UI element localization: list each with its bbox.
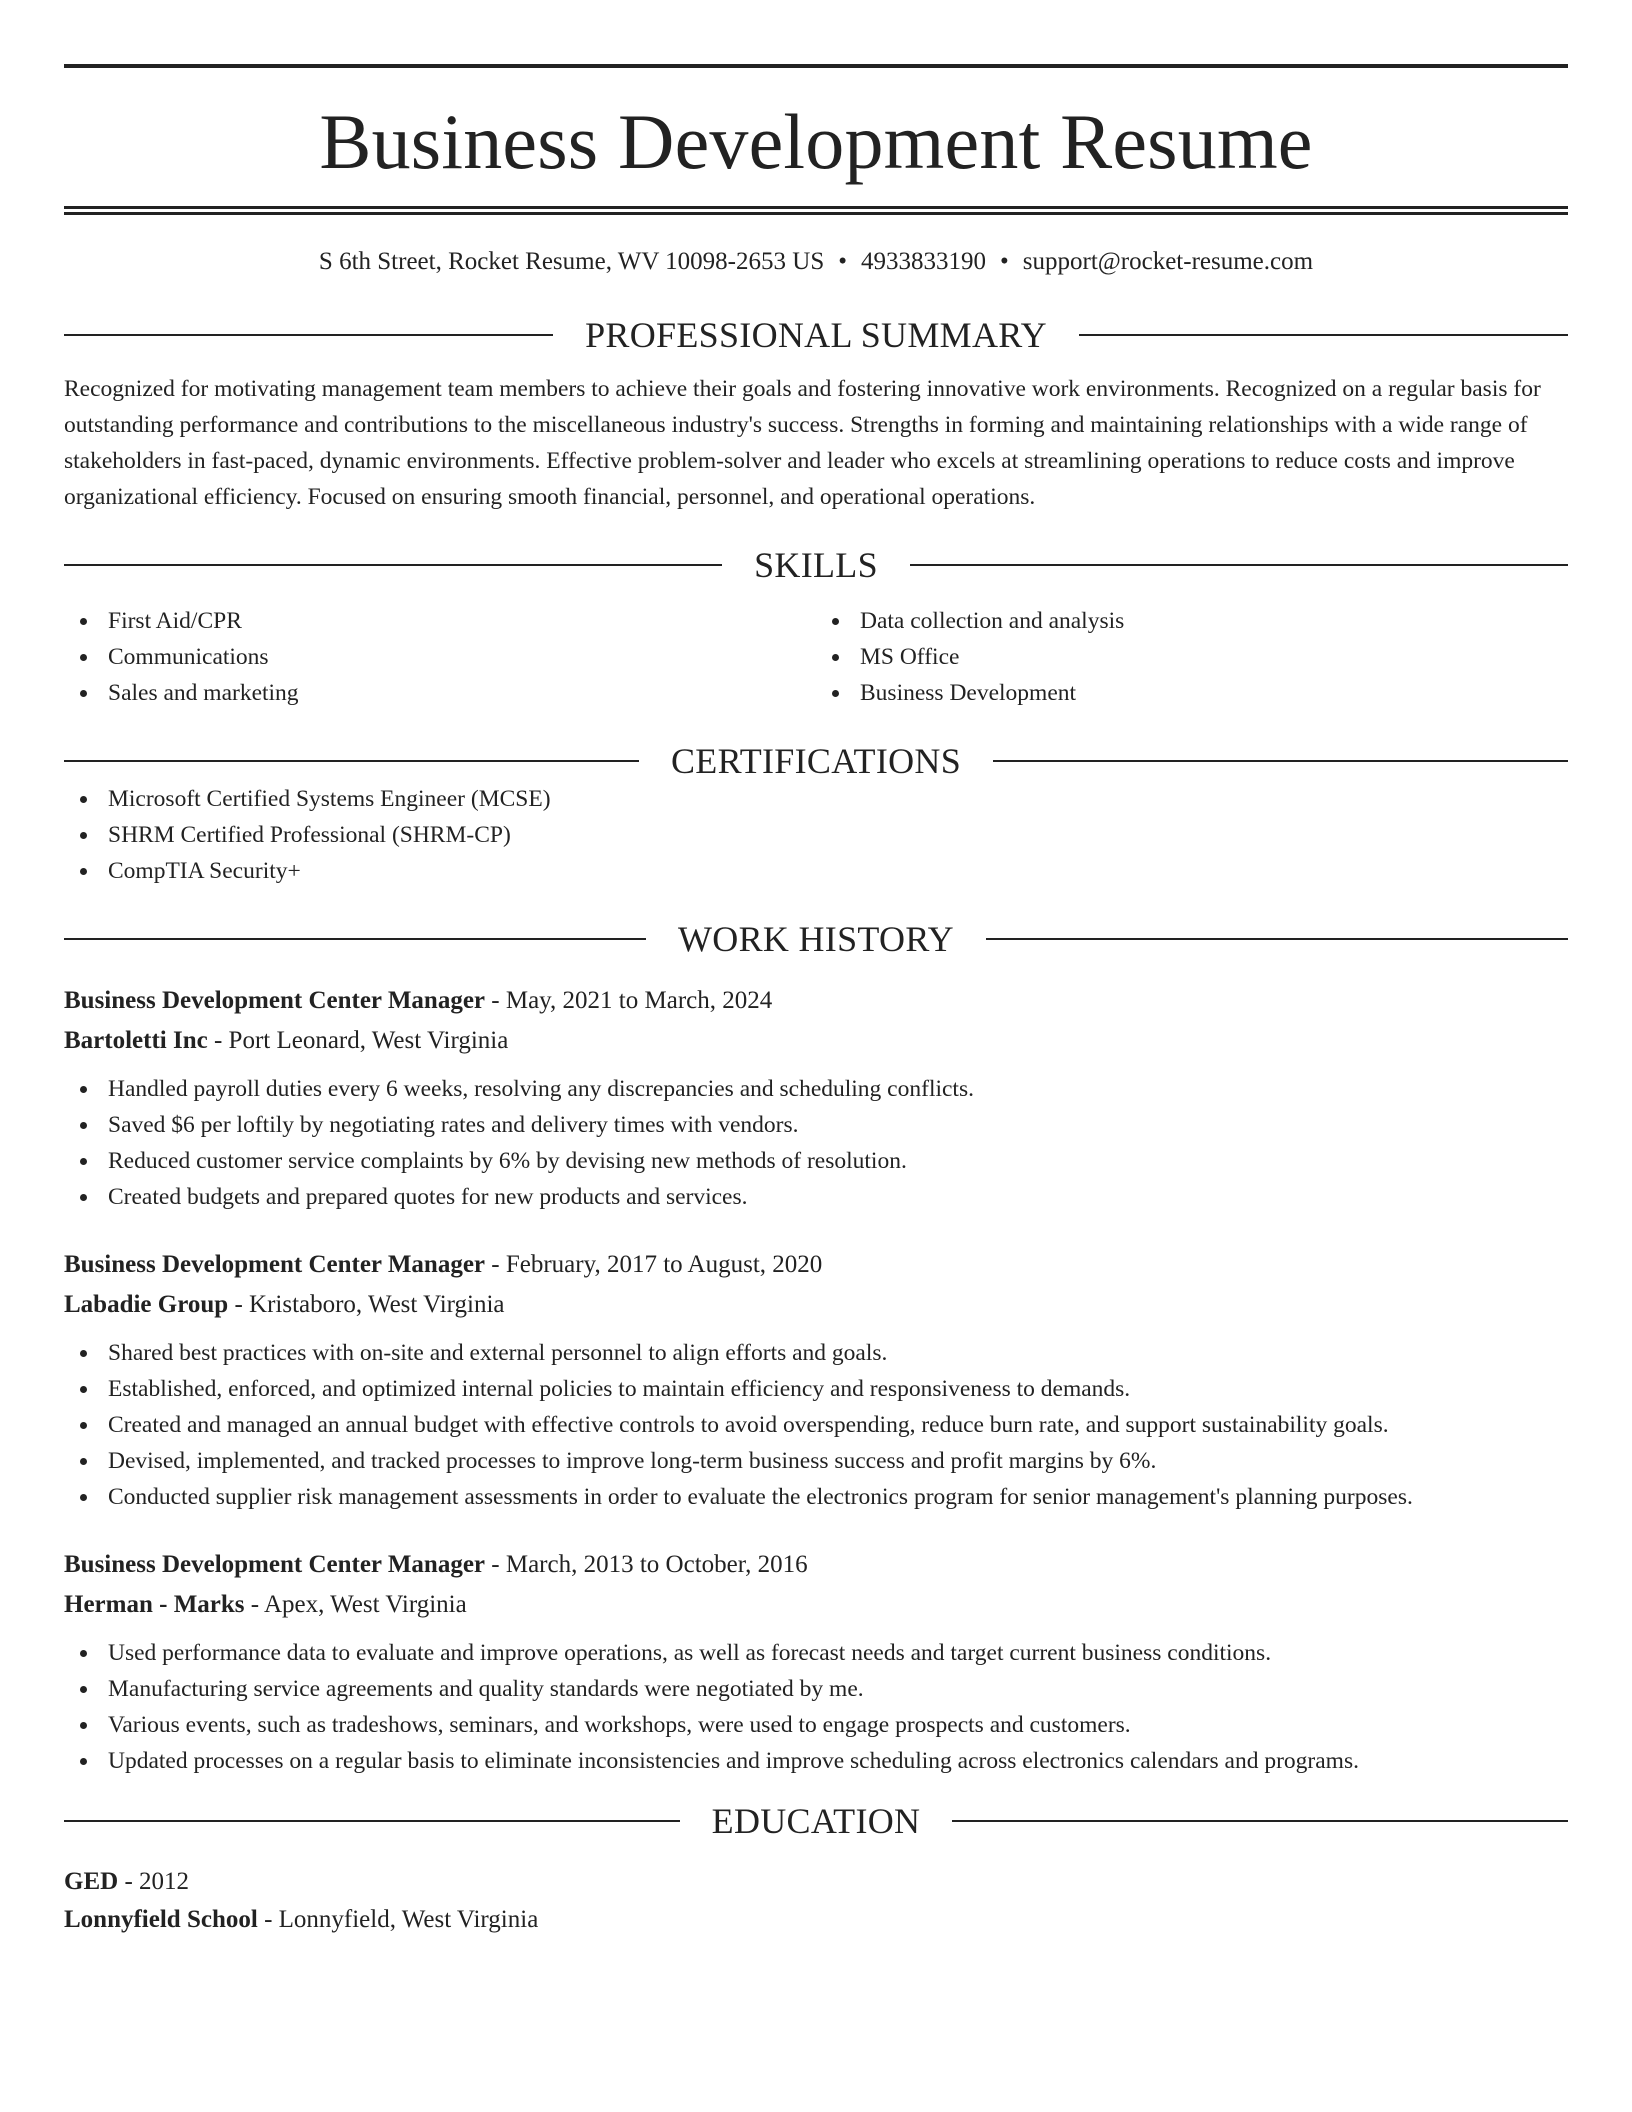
contact-address: S 6th Street, Rocket Resume, WV 10098-2653 US bbox=[318, 248, 825, 275]
certifications-list bbox=[64, 781, 1568, 889]
job-dates: - March, 2013 to October, 2016 bbox=[485, 1551, 808, 1578]
job-duty-item: Saved $6 per loftily by negotiating rates and delivery times with vendors. bbox=[64, 1107, 1568, 1143]
contact-email: support@rocket-resume.com bbox=[1022, 248, 1314, 275]
heading-rule bbox=[64, 334, 553, 336]
job-company: Bartoletti Inc bbox=[64, 1027, 208, 1054]
section-heading-skills bbox=[64, 545, 1568, 585]
section-title: WORK HISTORY bbox=[678, 919, 954, 959]
heading-rule bbox=[910, 564, 1568, 566]
skill-item: Communications bbox=[64, 639, 816, 675]
certification-item: CompTIA Security+ bbox=[64, 853, 1568, 889]
job-duty-item: Created budgets and prepared quotes for new products and services. bbox=[64, 1179, 1568, 1215]
job-duty-item: Conducted supplier risk management assessments in order to evaluate the electronics program for senior management's planning purposes. bbox=[64, 1479, 1568, 1515]
job-duties bbox=[64, 1335, 1568, 1515]
job-entry bbox=[64, 1245, 1568, 1515]
heading-rule bbox=[64, 760, 639, 762]
job-location: - Port Leonard, West Virginia bbox=[207, 1027, 509, 1054]
heading-rule bbox=[952, 1820, 1568, 1822]
contact-line bbox=[64, 247, 1568, 277]
section-title: EDUCATION bbox=[711, 1801, 921, 1841]
job-duty-item: Created and managed an annual budget with effective controls to avoid overspending, reduce burn rate, and support sustainability goals. bbox=[64, 1407, 1568, 1443]
job-title: Business Development Center Manager bbox=[64, 1251, 486, 1278]
professional-summary: Recognized for motivating management team members to achieve their goals and fostering innovative work environments. Recognized on a regular basis for outstanding performance and contributions to the miscellaneous industry's success. Strengths in forming and maintaining relationships with a wide range of stakeholders in fast-paced, dynamic environments. Effective problem-solver and leader who excels at streamlining operations to reduce costs and improve organizational efficiency. Focused on ensuring smooth financial, personnel, and operational operations. bbox=[64, 376, 1541, 510]
education-year: - 2012 bbox=[118, 1868, 190, 1895]
job-location: - Apex, West Virginia bbox=[244, 1591, 467, 1618]
section-title: SKILLS bbox=[754, 545, 878, 585]
job-entry bbox=[64, 1545, 1568, 1779]
job-duty-item: Used performance data to evaluate and improve operations, as well as forecast needs and target current business conditions. bbox=[64, 1635, 1568, 1671]
education-school: Lonnyfield School bbox=[64, 1906, 258, 1933]
job-duty-item: Reduced customer service complaints by 6% by devising new methods of resolution. bbox=[64, 1143, 1568, 1179]
education-degree: GED bbox=[64, 1868, 119, 1895]
job-company: Herman - Marks bbox=[64, 1591, 245, 1618]
job-location: - Kristaboro, West Virginia bbox=[228, 1291, 505, 1318]
skills-column-right bbox=[816, 603, 1568, 711]
education-degree-line bbox=[64, 1863, 1568, 1901]
job-duties bbox=[64, 1635, 1568, 1779]
job-company-line bbox=[64, 1021, 1568, 1061]
job-duty-item: Shared best practices with on-site and external personnel to align efforts and goals. bbox=[64, 1335, 1568, 1371]
certification-item: SHRM Certified Professional (SHRM-CP) bbox=[64, 817, 1568, 853]
skills-column-left bbox=[64, 603, 816, 711]
job-title-line bbox=[64, 981, 1568, 1021]
job-duty-item: Manufacturing service agreements and quality standards were negotiated by me. bbox=[64, 1671, 1568, 1707]
skill-item: Business Development bbox=[816, 675, 1568, 711]
skill-item: Sales and marketing bbox=[64, 675, 816, 711]
certification-item: Microsoft Certified Systems Engineer (MCSE) bbox=[64, 781, 1568, 817]
skills-list bbox=[64, 603, 1568, 711]
job-title-line bbox=[64, 1245, 1568, 1285]
resume-page bbox=[64, 64, 1568, 1939]
skill-item: Data collection and analysis bbox=[816, 603, 1568, 639]
job-entry bbox=[64, 981, 1568, 1215]
job-duty-item: Various events, such as tradeshows, seminars, and workshops, were used to engage prospects and customers. bbox=[64, 1707, 1568, 1743]
job-title: Business Development Center Manager bbox=[64, 1551, 486, 1578]
section-heading-education bbox=[64, 1801, 1568, 1841]
contact-phone: 4933833190 bbox=[861, 248, 986, 275]
job-duty-item: Updated processes on a regular basis to eliminate inconsistencies and improve scheduling across electronics calendars and programs. bbox=[64, 1743, 1568, 1779]
heading-rule bbox=[64, 1820, 680, 1822]
job-company-line bbox=[64, 1285, 1568, 1325]
education-entry bbox=[64, 1863, 1568, 1939]
page-title: Business Development Resume bbox=[319, 98, 1313, 185]
job-duty-item: Established, enforced, and optimized internal policies to maintain efficiency and responsiveness to demands. bbox=[64, 1371, 1568, 1407]
job-dates: - May, 2021 to March, 2024 bbox=[485, 987, 773, 1014]
contact-separator: • bbox=[1000, 248, 1009, 275]
heading-rule bbox=[1079, 334, 1568, 336]
section-heading-work-history bbox=[64, 919, 1568, 959]
job-title: Business Development Center Manager bbox=[64, 987, 486, 1014]
heading-rule bbox=[64, 564, 722, 566]
section-heading-summary bbox=[64, 315, 1568, 355]
heading-rule bbox=[64, 938, 646, 940]
education-location: - Lonnyfield, West Virginia bbox=[257, 1906, 539, 1933]
education-school-line bbox=[64, 1901, 1568, 1939]
job-duty-item: Devised, implemented, and tracked processes to improve long-term business success and profit margins by 6%. bbox=[64, 1443, 1568, 1479]
job-company: Labadie Group bbox=[64, 1291, 229, 1318]
contact-separator: • bbox=[838, 248, 847, 275]
job-dates: - February, 2017 to August, 2020 bbox=[485, 1251, 823, 1278]
job-title-line bbox=[64, 1545, 1568, 1585]
section-title: CERTIFICATIONS bbox=[670, 741, 962, 781]
job-duties bbox=[64, 1071, 1568, 1215]
heading-rule bbox=[986, 938, 1568, 940]
title-double-rule bbox=[64, 206, 1568, 215]
heading-rule bbox=[993, 760, 1568, 762]
job-company-line bbox=[64, 1585, 1568, 1625]
section-heading-certifications bbox=[64, 741, 1568, 781]
section-title: PROFESSIONAL SUMMARY bbox=[585, 315, 1047, 355]
job-duty-item: Handled payroll duties every 6 weeks, resolving any discrepancies and scheduling conflicts. bbox=[64, 1071, 1568, 1107]
top-rule bbox=[64, 64, 1568, 68]
skill-item: MS Office bbox=[816, 639, 1568, 675]
skill-item: First Aid/CPR bbox=[64, 603, 816, 639]
